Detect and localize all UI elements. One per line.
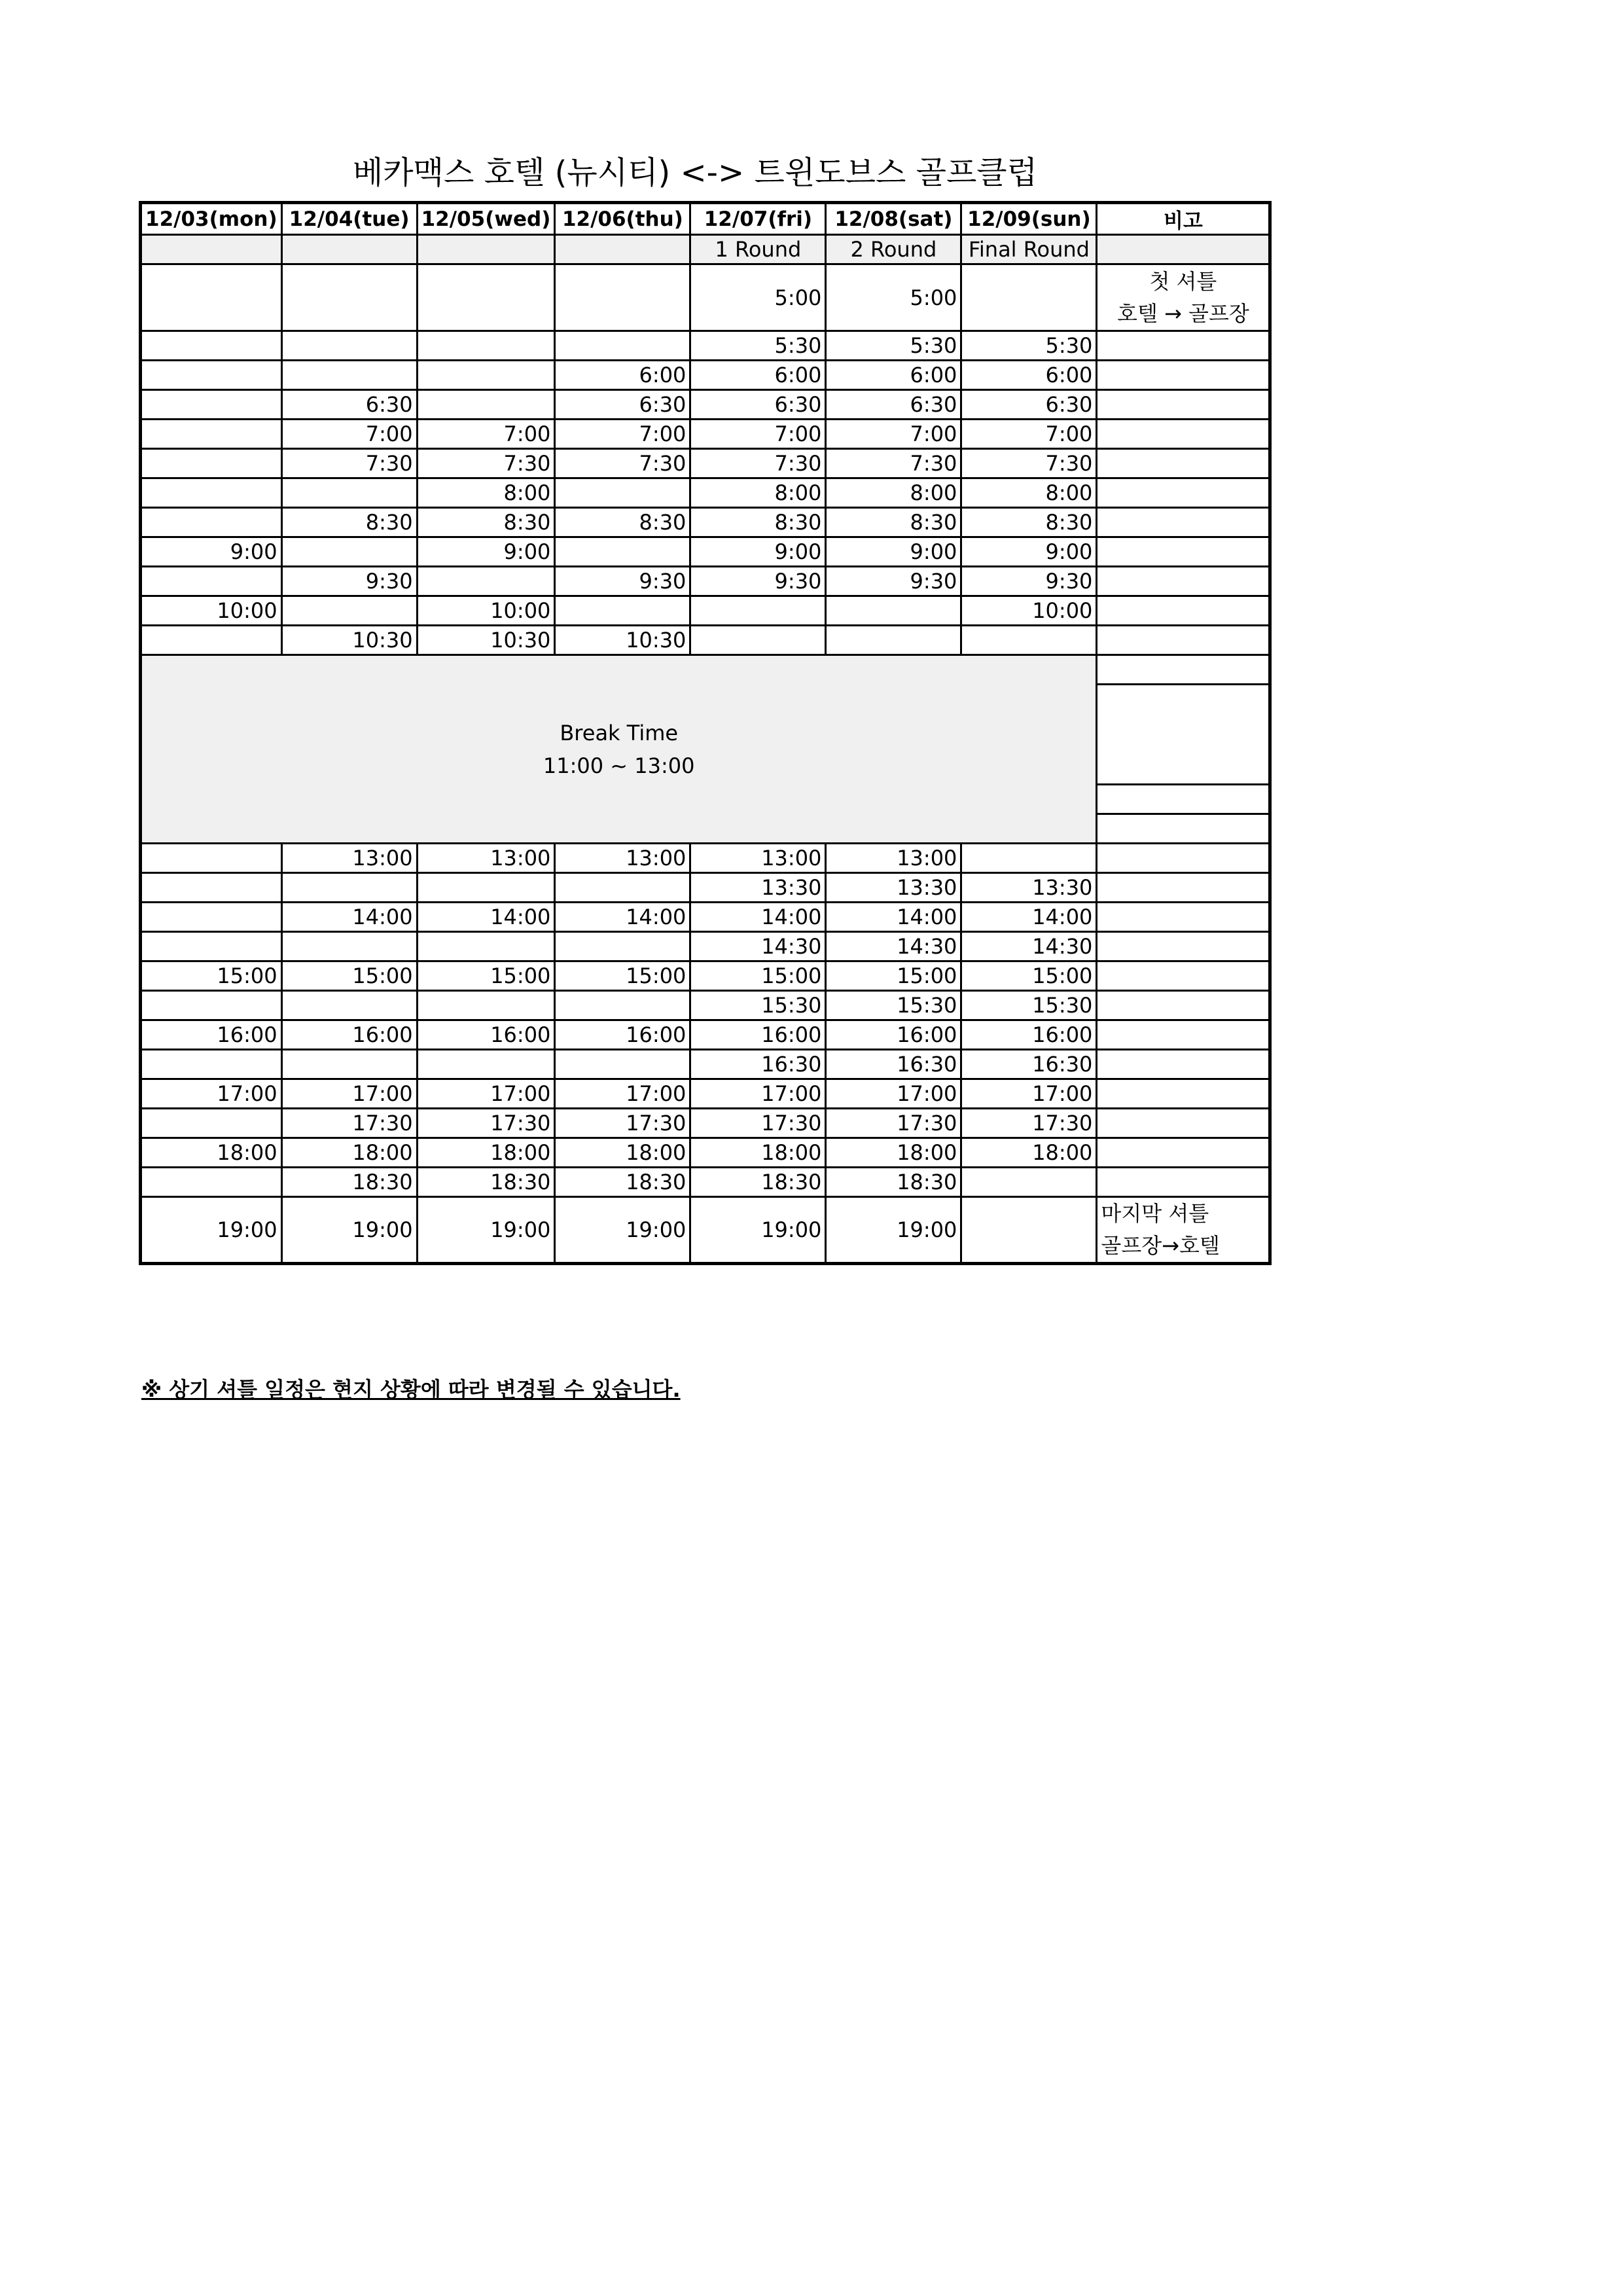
time-cell: 19:00 bbox=[141, 1197, 282, 1264]
time-cell: 14:00 bbox=[281, 903, 417, 932]
notes-cell bbox=[1097, 449, 1270, 478]
time-cell bbox=[417, 567, 555, 596]
table-row bbox=[141, 420, 1270, 449]
time-cell bbox=[141, 567, 282, 596]
last-shuttle-route: 골프장→호텔 bbox=[1101, 1233, 1220, 1258]
time-cell: 17:00 bbox=[690, 1079, 826, 1109]
time-cell: 17:00 bbox=[961, 1079, 1097, 1109]
time-cell: 15:00 bbox=[826, 961, 961, 991]
table-row bbox=[141, 873, 1270, 903]
table-row bbox=[141, 1138, 1270, 1168]
notes-cell bbox=[1097, 420, 1270, 449]
table-row bbox=[141, 961, 1270, 991]
notes-cell bbox=[1097, 961, 1270, 991]
time-cell: 14:00 bbox=[961, 903, 1097, 932]
first-shuttle-route: 호텔 → 골프장 bbox=[1117, 300, 1249, 326]
notes-cell bbox=[1097, 567, 1270, 596]
time-cell: 14:30 bbox=[961, 932, 1097, 961]
time-cell: 6:30 bbox=[961, 390, 1097, 420]
time-cell: 16:00 bbox=[961, 1020, 1097, 1050]
table-row bbox=[141, 478, 1270, 508]
time-cell: 10:00 bbox=[961, 596, 1097, 626]
notes-cell bbox=[1097, 1109, 1270, 1138]
table-row bbox=[141, 903, 1270, 932]
time-cell bbox=[826, 626, 961, 655]
time-cell: 9:30 bbox=[961, 567, 1097, 596]
round-label: Final Round bbox=[961, 235, 1097, 264]
time-cell: 7:30 bbox=[690, 449, 826, 478]
table-row bbox=[141, 361, 1270, 390]
time-cell: 6:00 bbox=[555, 361, 690, 390]
notes-cell bbox=[1097, 626, 1270, 655]
time-cell bbox=[555, 991, 690, 1020]
time-cell: 16:00 bbox=[826, 1020, 961, 1050]
time-cell: 10:00 bbox=[417, 596, 555, 626]
break-row bbox=[141, 655, 1270, 685]
time-cell: 17:00 bbox=[826, 1079, 961, 1109]
notes-cell bbox=[1097, 331, 1270, 361]
time-cell: 18:30 bbox=[555, 1168, 690, 1197]
break-time-label: Break Time bbox=[560, 720, 679, 745]
time-cell: 7:00 bbox=[961, 420, 1097, 449]
notes-cell bbox=[1097, 1197, 1270, 1264]
time-cell bbox=[690, 596, 826, 626]
time-cell bbox=[281, 1050, 417, 1079]
time-cell: 17:00 bbox=[281, 1079, 417, 1109]
time-cell: 17:00 bbox=[141, 1079, 282, 1109]
break-time-range: 11:00 ~ 13:00 bbox=[543, 753, 695, 778]
time-cell bbox=[281, 331, 417, 361]
time-cell bbox=[555, 537, 690, 567]
time-cell: 14:30 bbox=[826, 932, 961, 961]
time-cell: 7:00 bbox=[281, 420, 417, 449]
notes-cell bbox=[1097, 596, 1270, 626]
time-cell: 13:00 bbox=[826, 844, 961, 873]
time-cell: 14:00 bbox=[690, 903, 826, 932]
time-cell: 5:30 bbox=[690, 331, 826, 361]
time-cell bbox=[141, 844, 282, 873]
time-cell: 8:00 bbox=[961, 478, 1097, 508]
notes-cell bbox=[1097, 264, 1270, 331]
time-cell: 6:30 bbox=[690, 390, 826, 420]
round-label: 1 Round bbox=[690, 235, 826, 264]
time-cell: 7:30 bbox=[281, 449, 417, 478]
time-cell: 18:30 bbox=[417, 1168, 555, 1197]
table-row bbox=[141, 1020, 1270, 1050]
time-cell: 16:30 bbox=[826, 1050, 961, 1079]
table-row bbox=[141, 844, 1270, 873]
time-cell: 19:00 bbox=[281, 1197, 417, 1264]
round-row bbox=[141, 235, 1270, 264]
time-cell: 8:30 bbox=[417, 508, 555, 537]
header-date: 12/03(mon) bbox=[141, 203, 282, 235]
time-cell bbox=[281, 361, 417, 390]
header-date: 12/07(fri) bbox=[690, 203, 826, 235]
time-cell: 18:00 bbox=[281, 1138, 417, 1168]
time-cell: 5:30 bbox=[826, 331, 961, 361]
time-cell: 13:30 bbox=[961, 873, 1097, 903]
time-cell: 16:00 bbox=[281, 1020, 417, 1050]
time-cell: 17:00 bbox=[555, 1079, 690, 1109]
time-cell: 17:30 bbox=[555, 1109, 690, 1138]
time-cell: 18:00 bbox=[417, 1138, 555, 1168]
time-cell: 7:30 bbox=[555, 449, 690, 478]
time-cell: 13:30 bbox=[826, 873, 961, 903]
time-cell bbox=[690, 626, 826, 655]
time-cell bbox=[141, 331, 282, 361]
time-cell: 5:00 bbox=[690, 264, 826, 331]
time-cell bbox=[141, 361, 282, 390]
time-cell: 8:30 bbox=[961, 508, 1097, 537]
time-cell bbox=[417, 361, 555, 390]
time-cell bbox=[555, 596, 690, 626]
time-cell bbox=[555, 1050, 690, 1079]
first-shuttle-note: 첫 셔틀 bbox=[1149, 268, 1217, 294]
time-cell: 16:00 bbox=[555, 1020, 690, 1050]
header-date: 12/09(sun) bbox=[961, 203, 1097, 235]
time-cell: 18:00 bbox=[555, 1138, 690, 1168]
notes-cell bbox=[1097, 478, 1270, 508]
time-cell: 14:00 bbox=[826, 903, 961, 932]
time-cell bbox=[281, 478, 417, 508]
time-cell bbox=[417, 1050, 555, 1079]
table-row bbox=[141, 449, 1270, 478]
time-cell: 7:30 bbox=[961, 449, 1097, 478]
time-cell: 15:00 bbox=[281, 961, 417, 991]
time-cell bbox=[555, 331, 690, 361]
time-cell: 6:00 bbox=[826, 361, 961, 390]
time-cell bbox=[826, 596, 961, 626]
time-cell: 16:00 bbox=[141, 1020, 282, 1050]
time-cell bbox=[417, 331, 555, 361]
notes-cell bbox=[1097, 991, 1270, 1020]
time-cell: 16:30 bbox=[690, 1050, 826, 1079]
round-label bbox=[141, 235, 282, 264]
time-cell: 18:00 bbox=[961, 1138, 1097, 1168]
time-cell: 13:00 bbox=[281, 844, 417, 873]
time-cell: 10:30 bbox=[555, 626, 690, 655]
time-cell: 17:00 bbox=[417, 1079, 555, 1109]
time-cell: 7:00 bbox=[826, 420, 961, 449]
time-cell: 15:30 bbox=[826, 991, 961, 1020]
time-cell: 10:30 bbox=[281, 626, 417, 655]
time-cell: 17:30 bbox=[417, 1109, 555, 1138]
table-row bbox=[141, 390, 1270, 420]
time-cell: 15:00 bbox=[555, 961, 690, 991]
time-cell: 9:00 bbox=[826, 537, 961, 567]
notes-cell bbox=[1097, 685, 1270, 785]
time-cell bbox=[281, 873, 417, 903]
time-cell: 17:30 bbox=[281, 1109, 417, 1138]
time-cell bbox=[141, 478, 282, 508]
time-cell: 15:00 bbox=[961, 961, 1097, 991]
time-cell: 18:30 bbox=[281, 1168, 417, 1197]
time-cell bbox=[141, 873, 282, 903]
table-row bbox=[141, 1197, 1270, 1264]
table-row bbox=[141, 264, 1270, 331]
time-cell: 15:30 bbox=[961, 991, 1097, 1020]
time-cell: 5:30 bbox=[961, 331, 1097, 361]
notes-cell bbox=[1097, 1050, 1270, 1079]
time-cell bbox=[281, 537, 417, 567]
table-row bbox=[141, 537, 1270, 567]
time-cell: 6:00 bbox=[961, 361, 1097, 390]
time-cell: 15:00 bbox=[141, 961, 282, 991]
table-row bbox=[141, 508, 1270, 537]
time-cell bbox=[141, 264, 282, 331]
time-cell: 15:00 bbox=[690, 961, 826, 991]
time-cell: 8:30 bbox=[826, 508, 961, 537]
page-title: 베카맥스 호텔 (뉴시티) <-> 트윈도브스 골프클럽 bbox=[352, 154, 1038, 191]
header-date: 12/05(wed) bbox=[417, 203, 555, 235]
time-cell bbox=[417, 932, 555, 961]
time-cell bbox=[141, 932, 282, 961]
time-cell: 16:00 bbox=[417, 1020, 555, 1050]
time-cell: 10:00 bbox=[141, 596, 282, 626]
time-cell: 8:00 bbox=[417, 478, 555, 508]
table-row bbox=[141, 1079, 1270, 1109]
time-cell: 8:00 bbox=[826, 478, 961, 508]
time-cell: 13:00 bbox=[417, 844, 555, 873]
time-cell: 8:30 bbox=[281, 508, 417, 537]
notes-cell bbox=[1097, 361, 1270, 390]
table-row bbox=[141, 567, 1270, 596]
time-cell bbox=[281, 596, 417, 626]
header-row bbox=[141, 203, 1270, 235]
time-cell: 7:30 bbox=[417, 449, 555, 478]
notes-cell bbox=[1097, 537, 1270, 567]
time-cell: 13:30 bbox=[690, 873, 826, 903]
time-cell: 7:00 bbox=[555, 420, 690, 449]
time-cell: 19:00 bbox=[417, 1197, 555, 1264]
time-cell bbox=[281, 264, 417, 331]
round-label bbox=[1097, 235, 1270, 264]
header-notes: 비고 bbox=[1097, 203, 1270, 235]
last-shuttle-note: 마지막 셔틀 bbox=[1101, 1201, 1209, 1226]
time-cell: 18:30 bbox=[690, 1168, 826, 1197]
time-cell bbox=[961, 264, 1097, 331]
time-cell: 9:30 bbox=[555, 567, 690, 596]
notes-cell bbox=[1097, 814, 1270, 844]
time-cell: 19:00 bbox=[826, 1197, 961, 1264]
time-cell bbox=[281, 932, 417, 961]
time-cell bbox=[961, 626, 1097, 655]
notes-cell bbox=[1097, 1079, 1270, 1109]
time-cell bbox=[141, 508, 282, 537]
table-row bbox=[141, 1109, 1270, 1138]
time-cell bbox=[141, 626, 282, 655]
notes-cell bbox=[1097, 508, 1270, 537]
time-cell bbox=[141, 1168, 282, 1197]
time-cell: 7:30 bbox=[826, 449, 961, 478]
time-cell bbox=[555, 478, 690, 508]
time-cell: 15:00 bbox=[417, 961, 555, 991]
time-cell: 17:30 bbox=[961, 1109, 1097, 1138]
time-cell bbox=[141, 991, 282, 1020]
time-cell bbox=[961, 1197, 1097, 1264]
time-cell bbox=[555, 873, 690, 903]
time-cell: 8:00 bbox=[690, 478, 826, 508]
time-cell: 9:00 bbox=[961, 537, 1097, 567]
header-date: 12/04(tue) bbox=[281, 203, 417, 235]
time-cell bbox=[281, 991, 417, 1020]
time-cell bbox=[141, 390, 282, 420]
time-cell: 16:30 bbox=[961, 1050, 1097, 1079]
time-cell bbox=[417, 390, 555, 420]
break-time-block bbox=[141, 655, 1097, 844]
notes-cell bbox=[1097, 932, 1270, 961]
time-cell: 14:00 bbox=[417, 903, 555, 932]
time-cell: 17:30 bbox=[826, 1109, 961, 1138]
notes-cell bbox=[1097, 655, 1270, 685]
header-date: 12/06(thu) bbox=[555, 203, 690, 235]
time-cell: 9:00 bbox=[141, 537, 282, 567]
notes-cell bbox=[1097, 1020, 1270, 1050]
time-cell bbox=[141, 903, 282, 932]
time-cell bbox=[417, 873, 555, 903]
notes-cell bbox=[1097, 785, 1270, 814]
time-cell bbox=[417, 264, 555, 331]
time-cell bbox=[961, 844, 1097, 873]
time-cell: 9:00 bbox=[690, 537, 826, 567]
time-cell: 5:00 bbox=[826, 264, 961, 331]
time-cell: 6:30 bbox=[281, 390, 417, 420]
notes-cell bbox=[1097, 873, 1270, 903]
time-cell bbox=[141, 1109, 282, 1138]
notes-cell bbox=[1097, 1138, 1270, 1168]
time-cell bbox=[961, 1168, 1097, 1197]
time-cell: 16:00 bbox=[690, 1020, 826, 1050]
table-row bbox=[141, 626, 1270, 655]
time-cell bbox=[141, 449, 282, 478]
time-cell: 6:00 bbox=[690, 361, 826, 390]
time-cell: 14:00 bbox=[555, 903, 690, 932]
time-cell: 18:30 bbox=[826, 1168, 961, 1197]
time-cell: 14:30 bbox=[690, 932, 826, 961]
time-cell bbox=[141, 1050, 282, 1079]
time-cell: 8:30 bbox=[555, 508, 690, 537]
time-cell: 13:00 bbox=[690, 844, 826, 873]
round-label bbox=[555, 235, 690, 264]
time-cell bbox=[417, 991, 555, 1020]
time-cell: 10:30 bbox=[417, 626, 555, 655]
notes-cell bbox=[1097, 844, 1270, 873]
table-row bbox=[141, 1050, 1270, 1079]
notes-cell bbox=[1097, 390, 1270, 420]
time-cell: 9:30 bbox=[826, 567, 961, 596]
table-row bbox=[141, 991, 1270, 1020]
time-cell: 9:30 bbox=[690, 567, 826, 596]
time-cell: 13:00 bbox=[555, 844, 690, 873]
time-cell: 17:30 bbox=[690, 1109, 826, 1138]
table-row bbox=[141, 331, 1270, 361]
time-cell: 18:00 bbox=[826, 1138, 961, 1168]
time-cell: 8:30 bbox=[690, 508, 826, 537]
time-cell: 18:00 bbox=[141, 1138, 282, 1168]
notes-cell bbox=[1097, 1168, 1270, 1197]
time-cell: 6:30 bbox=[826, 390, 961, 420]
round-label bbox=[417, 235, 555, 264]
time-cell: 9:00 bbox=[417, 537, 555, 567]
table-row bbox=[141, 596, 1270, 626]
time-cell: 15:30 bbox=[690, 991, 826, 1020]
time-cell: 19:00 bbox=[690, 1197, 826, 1264]
time-cell bbox=[141, 420, 282, 449]
table-row bbox=[141, 932, 1270, 961]
round-label: 2 Round bbox=[826, 235, 961, 264]
footnote: ※ 상기 셔틀 일정은 현지 상황에 따라 변경될 수 있습니다. bbox=[141, 1377, 681, 1402]
time-cell bbox=[555, 264, 690, 331]
shuttle-schedule-table bbox=[139, 201, 1272, 1265]
time-cell bbox=[555, 932, 690, 961]
header-date: 12/08(sat) bbox=[826, 203, 961, 235]
time-cell: 6:30 bbox=[555, 390, 690, 420]
time-cell: 7:00 bbox=[690, 420, 826, 449]
time-cell: 18:00 bbox=[690, 1138, 826, 1168]
table-row bbox=[141, 1168, 1270, 1197]
time-cell: 9:30 bbox=[281, 567, 417, 596]
time-cell: 19:00 bbox=[555, 1197, 690, 1264]
round-label bbox=[281, 235, 417, 264]
time-cell: 7:00 bbox=[417, 420, 555, 449]
notes-cell bbox=[1097, 903, 1270, 932]
